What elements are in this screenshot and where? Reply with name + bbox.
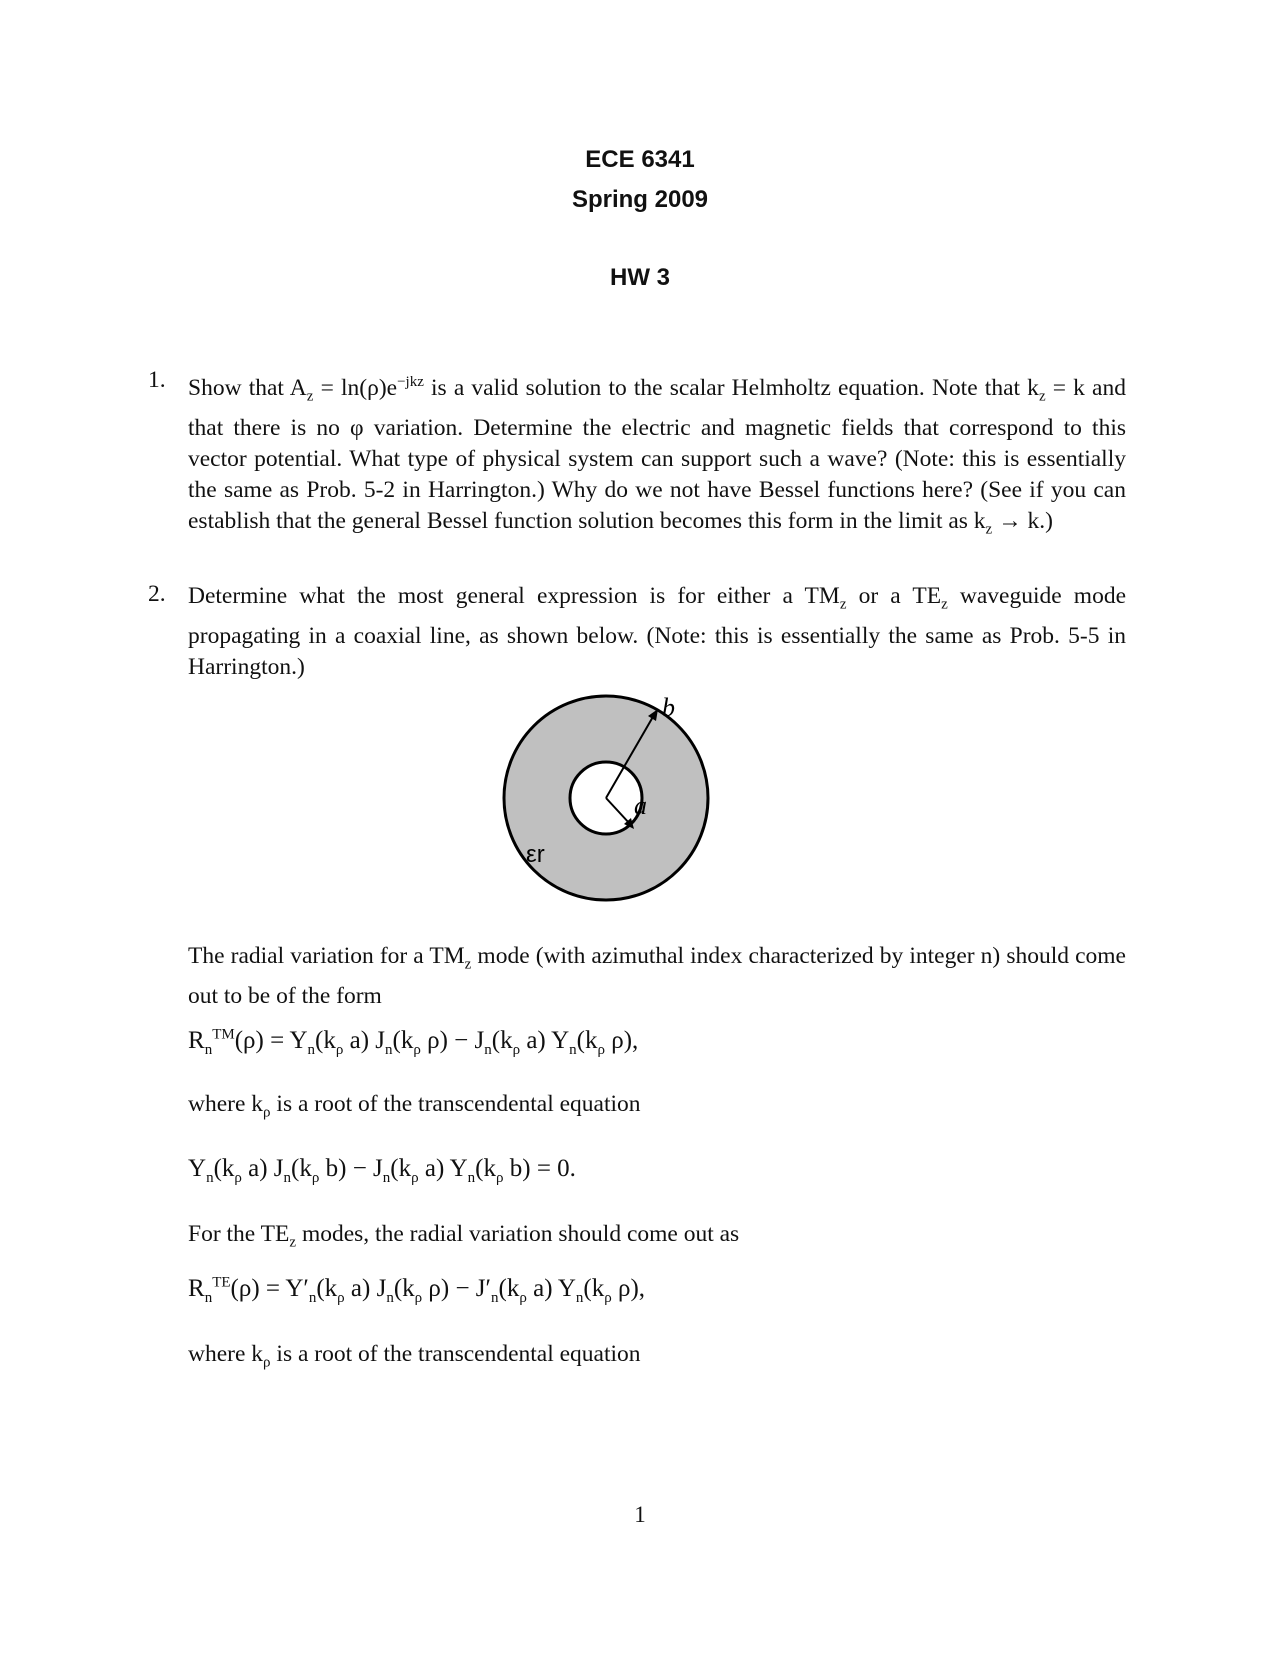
course-title: ECE 6341 bbox=[585, 146, 695, 173]
equation-tm-radial: $R_n™(\rho) = Y_n(k_\rho$ a) $J_n(k_\rho$ $\rho) - J_n(k_\rho$ a) $Y_n(k_\rho$ ρ), bbox=[188, 1027, 639, 1059]
where-text-1: where $k_\rho$ is a root of the transcendental equation bbox=[188, 1091, 641, 1121]
te-intro-text: For the $TE_z$ modes, the radial variation should come out as bbox=[188, 1221, 740, 1251]
assignment-title: HW 3 bbox=[610, 264, 670, 291]
coaxial-line-figure bbox=[500, 693, 740, 952]
equation-tm-transcendental: $Y_n(k_\rho$ a) $J_n(k_\rho$ $b) - J_n(k_\rho$ a) $Y_n(k_\rho$ b) = 0. bbox=[188, 1155, 576, 1186]
tm-intro-text: The radial variation for a $TM_z$ mode (with azimuthal index characterized by integer n) should come out to be of the form bbox=[188, 943, 1126, 1009]
label-a: a bbox=[634, 791, 647, 820]
problem-2-number: 2. bbox=[148, 581, 166, 607]
problem-2-text: Determine what the most general expression is for either a $TM_z$ or a $TE_z$ waveguide mode propagating in a coaxial line, as shown below. (Note: this is essentially the same as Prob. 5-5 in Harrington.) bbox=[188, 583, 1126, 680]
problem-1-number: 1. bbox=[148, 367, 166, 393]
label-epsilon-r: εr bbox=[526, 841, 545, 868]
term-title: Spring 2009 bbox=[571, 186, 709, 213]
where-text-2: where $k_\rho$ is a root of the transcendental equation bbox=[188, 1341, 641, 1371]
label-b: b bbox=[662, 693, 675, 722]
problem-1-text: Show that $A_z = \ln(\rho)e^{-jkz}$ is a valid solution to the scalar Helmholtz equation. Note that $k_z = k$ and that there is no φ variation. Determine the electric and magnetic fields that correspond to this vector potential. What type of physical system can support such a wave? (Note: this is essentially the same as Prob. 5-2 in Harrington.) Why do we not have Bessel functions here? (See if you can establish that the general Bessel function solution becomes this form in the limit as $k_z \to k$.) bbox=[188, 374, 1126, 538]
page-number: 1 bbox=[634, 1502, 646, 1527]
equation-te-radial: $R_n^{TE}(\rho) = Y'_n(k_\rho$ a) $J_n(k_\rho$ $\rho) - J'_n(k_\rho$ a) $Y_n(k_\rho$ ρ), bbox=[188, 1275, 646, 1307]
